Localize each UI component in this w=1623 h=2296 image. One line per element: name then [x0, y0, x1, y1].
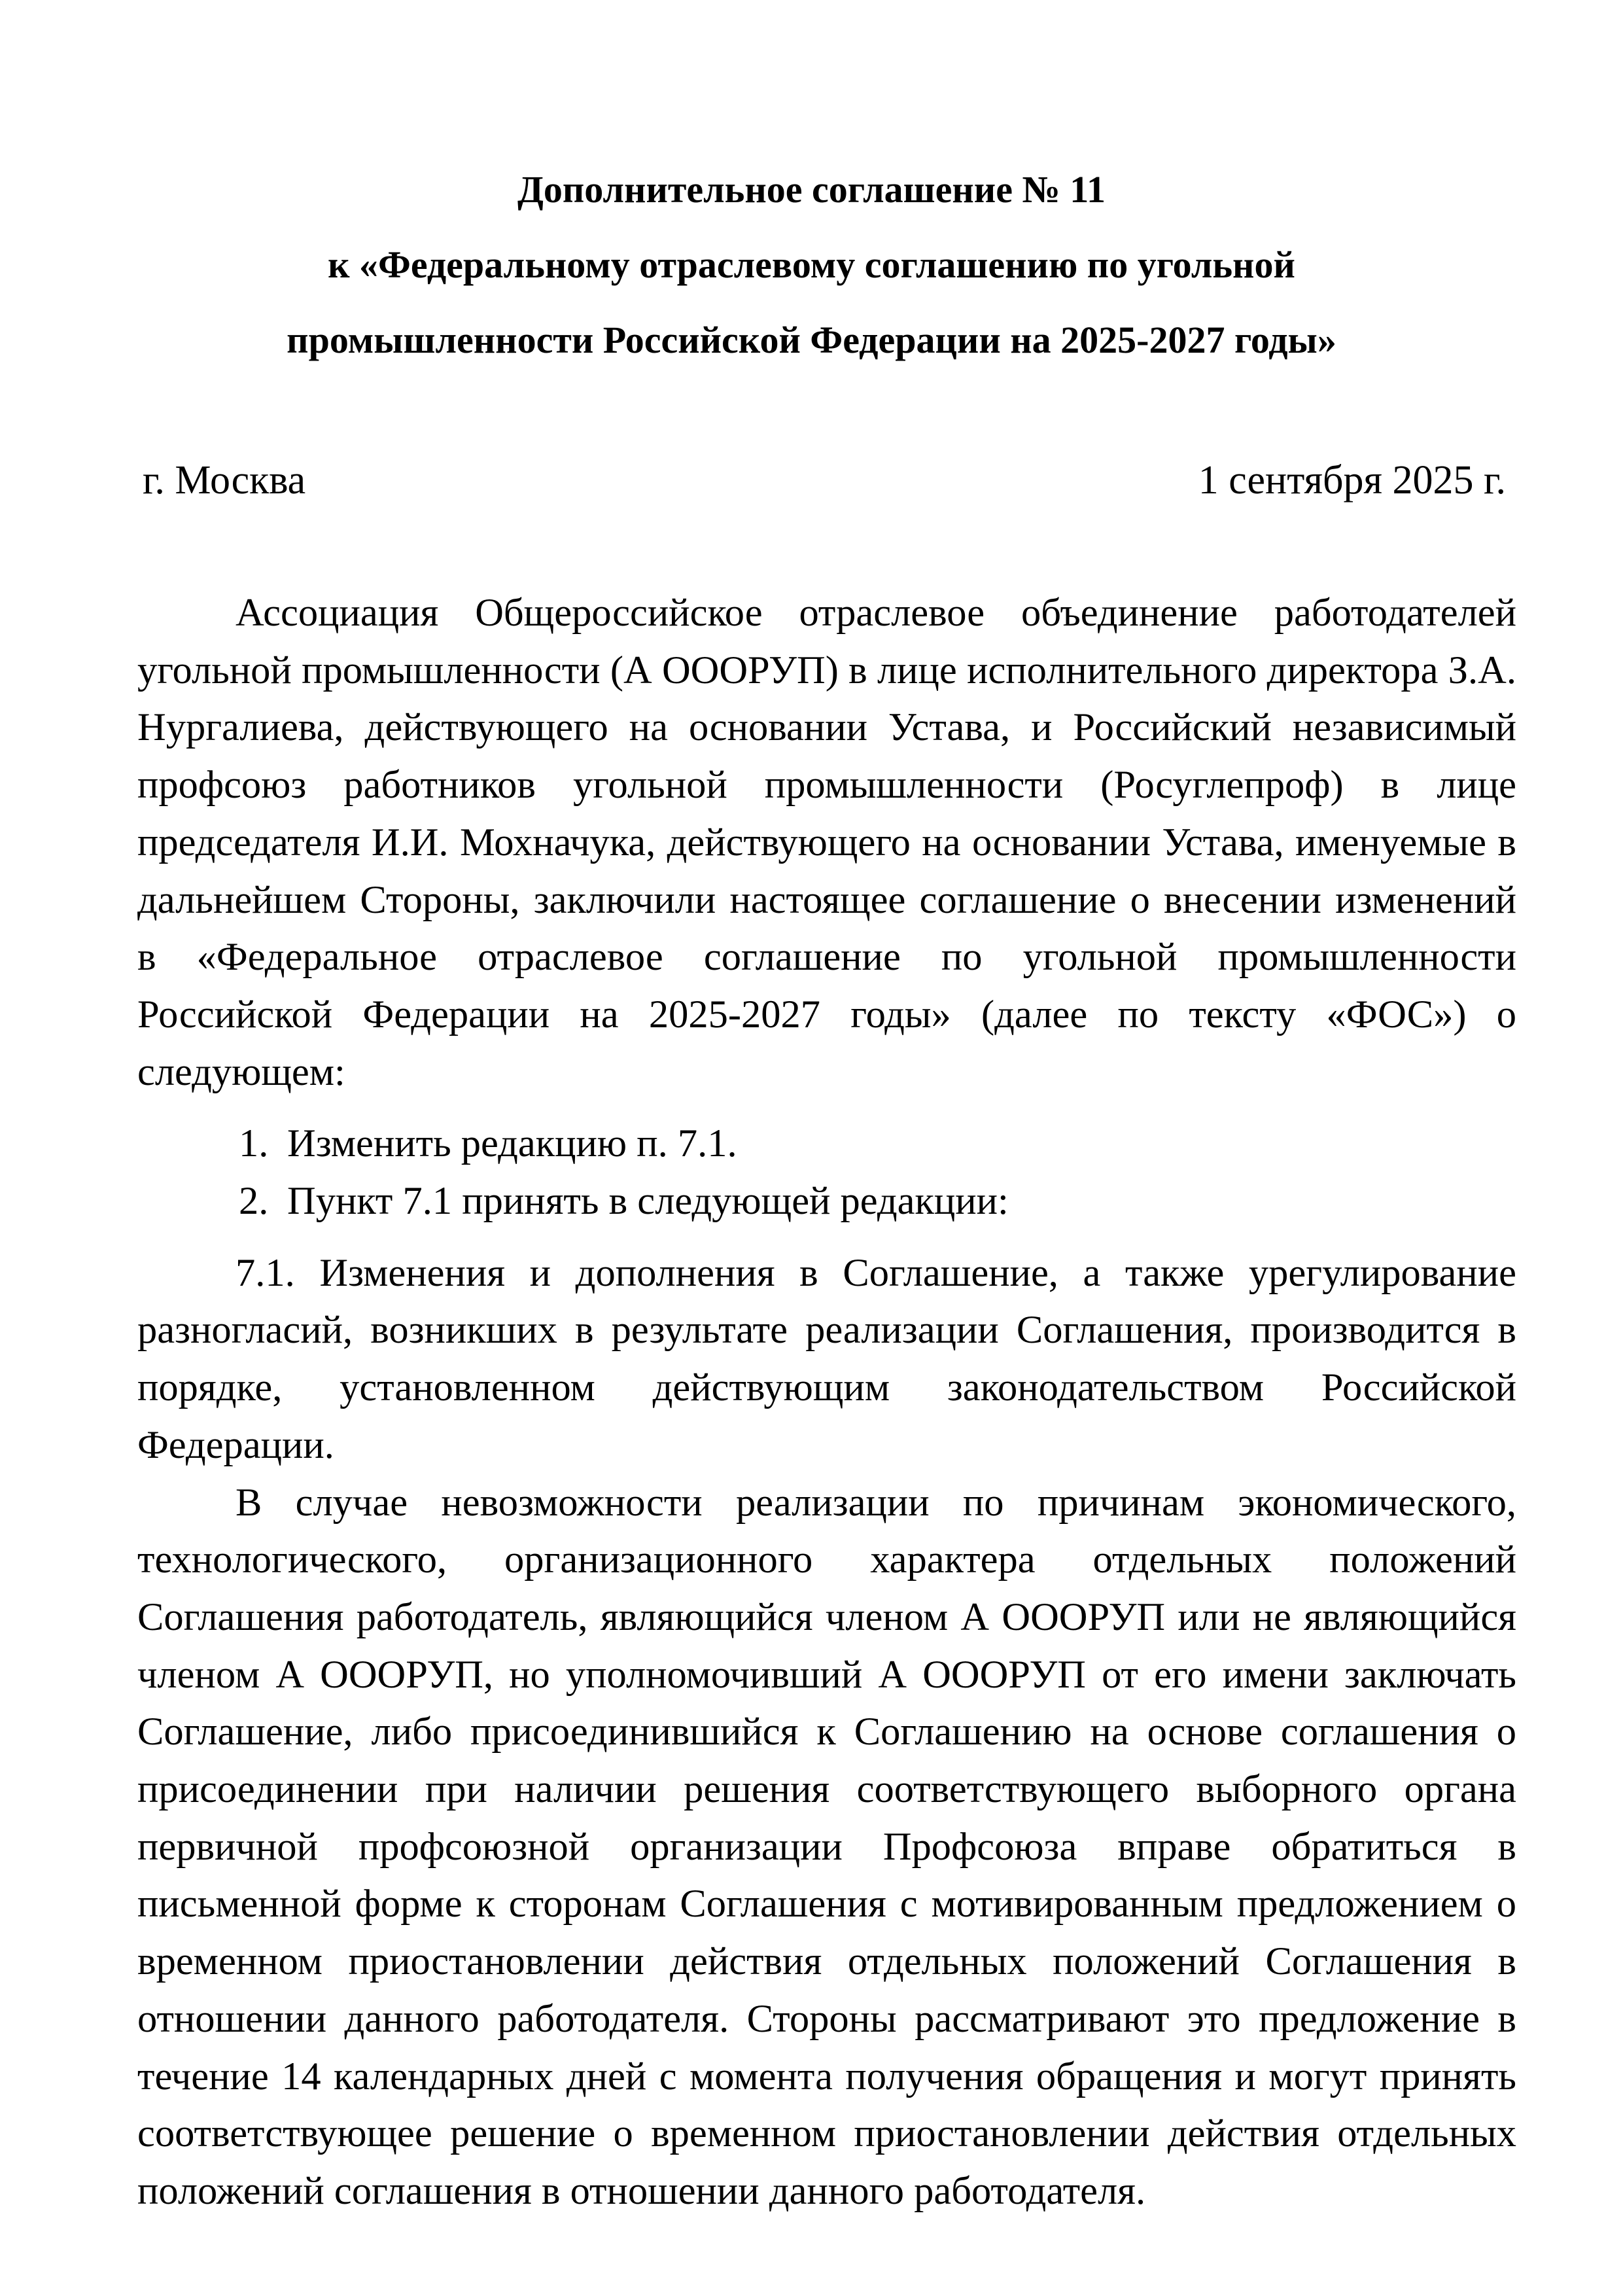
date: 1 сентября 2025 г.	[1198, 458, 1506, 503]
list-item	[137, 1115, 1516, 1173]
clause-7-1-continued-paragraph: В случае невозможности реализации по причинам экономического, технологического, организационного характера отдельных положений Соглашения работодатель, являющийся членом А ОООРУП или не являющийся членом А ОООРУП, но уполномочивший А ОООРУП от его имени заключать Соглашение, либо присоединившийся к Соглашению на основе соглашения о присоединении при наличии решения соответствующего выборного органа первичной профсоюзной организации Профсоюза вправе обратиться в письменной форме к сторонам Соглашения с мотивированным предложением о временном приостановлении действия отдельных положений Соглашения в отношении данного работодателя. Стороны рассматривают это предложение в течение 14 календарных дней с момента получения обращения и могут принять соответствующее решение о временном приостановлении действия отдельных положений соглашения в отношении данного работодателя.	[137, 1480, 1516, 2213]
list-item-number: 1.	[239, 1122, 269, 1166]
place-date-line	[143, 451, 1506, 509]
amendment-list	[137, 1115, 1516, 1229]
list-item-number: 2.	[239, 1179, 269, 1224]
list-item-text: Пункт 7.1 принять в следующей редакции:	[287, 1179, 1009, 1224]
list-item-text: Изменить редакцию п. 7.1.	[287, 1122, 737, 1166]
preamble-paragraph: Ассоциация Общероссийское отраслевое объединение работодателей угольной промышленности (А ОООРУП) в лице исполнительного директора З.А. Нургалиева, действующего на основании Устава, и Российский независимый профсоюз работников угольной промышленности (Росуглепроф) в лице председателя И.И. Мохначука, действующего на основании Устава, именуемые в дальнейшем Стороны, заключили настоящее соглашение о внесении изменений в «Федеральное отраслевое соглашение по угольной промышленности Российской Федерации на 2025-2027 годы» (далее по тексту «ФОС») о следующем:	[137, 591, 1516, 1094]
document-body	[137, 584, 1516, 2220]
clause-7-1-paragraph: 7.1. Изменения и дополнения в Соглашение, а также урегулирование разногласий, возникших в результате реализации Соглашения, производится в порядке, установленном действующим законодательством Российской Федерации.	[137, 1250, 1516, 1467]
place: г. Москва	[143, 458, 306, 503]
list-item	[137, 1173, 1516, 1230]
document-title	[0, 152, 1623, 378]
title-line-1: Дополнительное соглашение № 11	[517, 168, 1106, 211]
title-line-3: промышленности Российской Федерации на 2025-2027 годы»	[287, 319, 1336, 361]
title-line-2: к «Федеральному отраслевому соглашению по угольной	[328, 243, 1295, 286]
